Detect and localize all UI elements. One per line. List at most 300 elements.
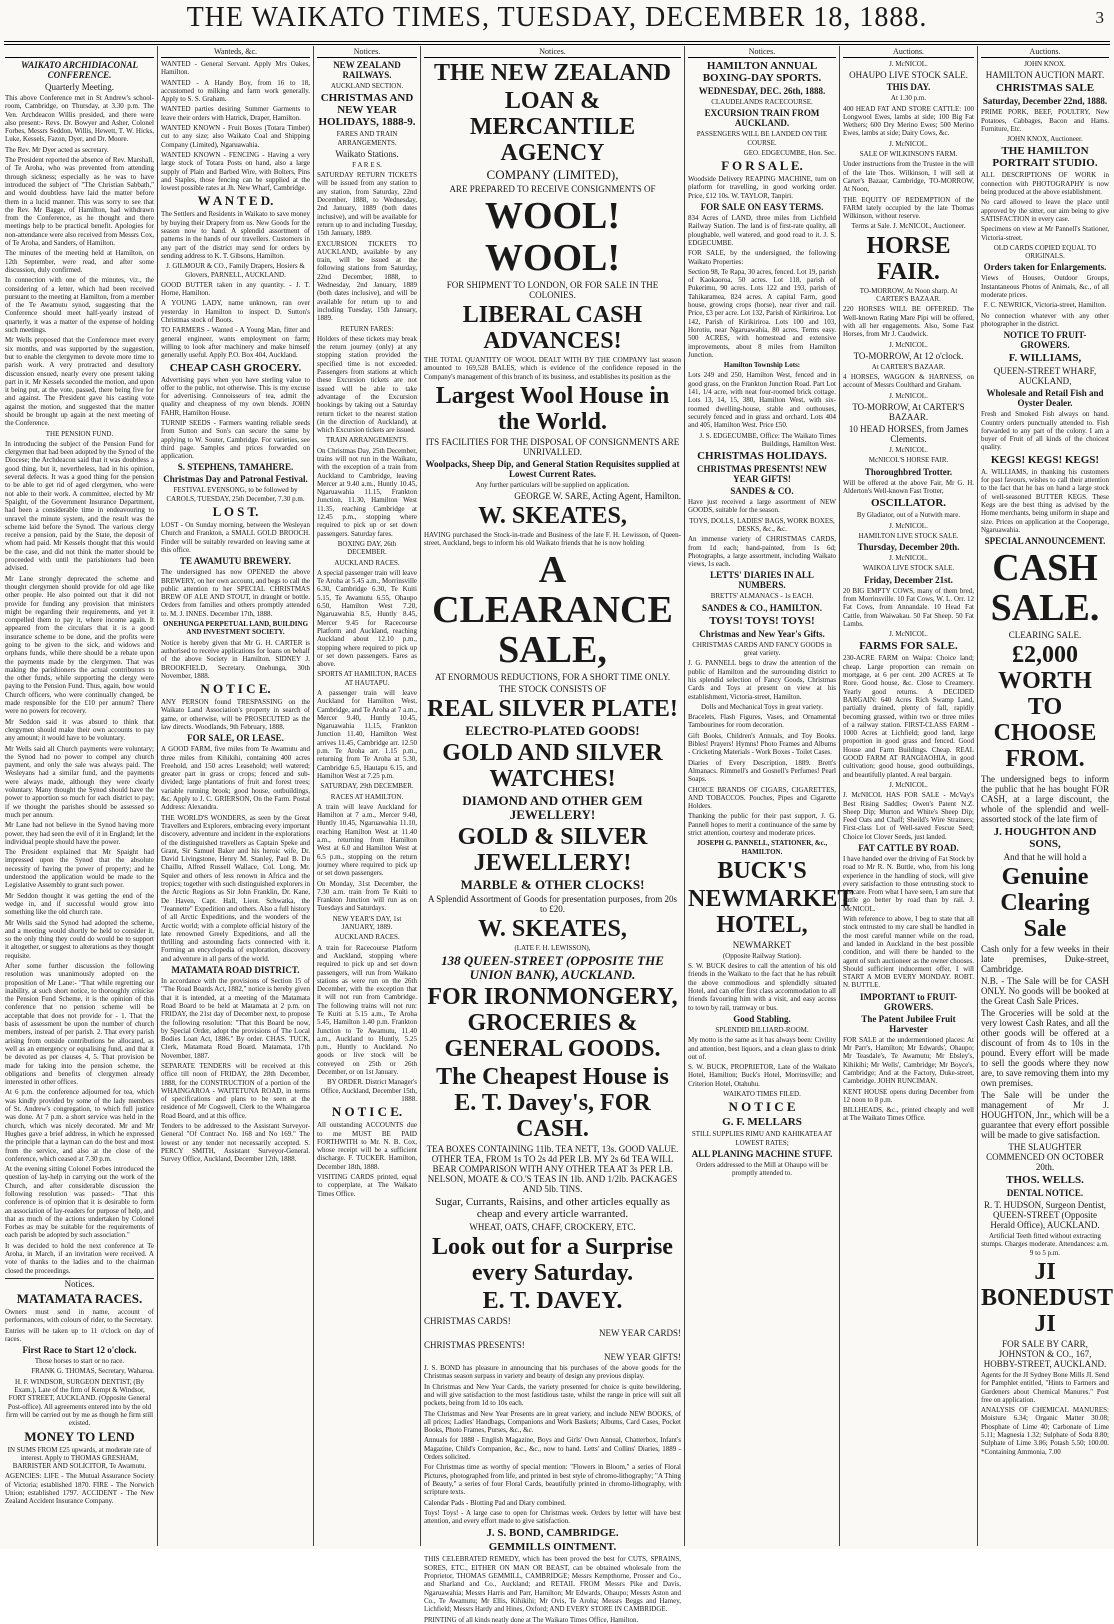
advert-text: Bracelets, Flash Figures, Vases, and Ornamental Tambourines for room decoration. bbox=[688, 713, 836, 730]
advert-text: AUCKLAND RACES. bbox=[334, 558, 400, 567]
advert-text: THIS CELEBRATED REMEDY, which has been proved the best for CUTS, SPRAINS, SORES, ETC., EITHER ON MAN OR BEAST, can be obtained wholesale from the Proprietor, THOMAS GEMMILL, CAMBRIDGE; Messrs Kempthorne, Prosser and Co., and Sharland and Co., Auckland; and RETAIL FROM Messrs Pike and Davis, Ngaruawahia; Messrs Harris and Parr, Hamilton; Mr Edwards, Ohaupo; Messrs Aston and Co., Te Awamutu; Mr Ellis, Kihikihi; Mr Ovis, Te Aroha; Messrs Beggs and Hamey, Lichfield; Messrs Hardy and Hines, Oxford; AND EVERY STORE IN CAMBRIDGE. bbox=[424, 1555, 681, 1614]
advert-text: TEA BOXES CONTAINING 11lb. TEA NETT, 13s. GOOD VALUE. OTHER TEA, FROM 1s TO 2s 4d PER LB. MY 2s 6d TEA WILL BEAR COMPARISON WITH ANY OTHER TEA AT 3s PER LB. NELSON, MOATE & CO.'S TEAS IN 1lb. AND 1/2lb. PACKAGES AND 5lb. TINS. bbox=[426, 1144, 679, 1195]
advert-text: MATAMATA RACES. bbox=[16, 1290, 143, 1306]
advert-text: (LATE F. H. LEWISSON), bbox=[514, 943, 591, 952]
advert-text: SPECIAL ANNOUNCEMENT. bbox=[984, 536, 1106, 547]
advert-text: Thursday, December 20th. bbox=[857, 542, 960, 553]
advert-text: NEWMARKET bbox=[732, 939, 792, 950]
advert-text: RACES AT HAMILTON. bbox=[330, 792, 404, 801]
advert-text: ITS FACILITIES FOR THE DISPOSAL OF CONSIGNMENTS ARE UNRIVALLED. bbox=[425, 436, 680, 457]
advert-text: The undersigned has now OPENED the above BREWERY, on her own account, and begs to call the public attention to her SPECIAL CHRISTMAS BREW OF ALE AND STOUT, in draught or bottle. Orders from families and others promptly attended to. M. J. INNES. December 17th, 1888. bbox=[161, 568, 310, 618]
advert-text: For Christmas time as worthy of special mention: "Flowers in Bloom," a series of Floral Pictures, photographed from life, and printed in best style of chromo-lithography; "A Thing of Beauty," a series of four Floral Cards, beautifully printed in chromo-lithography, with scripture texts. bbox=[424, 1463, 681, 1497]
advert-text: WEDNESDAY, DEC. 26th, 1888. bbox=[698, 86, 826, 96]
advert-text: (Opposite Railway Station). bbox=[722, 951, 802, 960]
advert-text: CLEARING SALE. bbox=[1008, 630, 1082, 641]
advert-text: Fresh and Smoked Fish always on hand. Country orders punctually attended to. Fish forwarded to any part of the colony. I am a buyer of Fruit of all kinds of the choicest quality. bbox=[981, 410, 1109, 452]
column-5 bbox=[685, 46, 854, 1546]
advert-text: Waikato Stations. bbox=[335, 148, 399, 159]
advert-text: THIS DAY. bbox=[886, 82, 931, 93]
advert-text: After some further discussion the following resolution was unanimously adopted on the proposition of Mr Lane:- "That while regretting our inability, at such short notice, to thoroughly criticise the Pension Fund Scheme, it is the opinion of this conference that no pension scheme will be acceptable that does not provide for - 1. That the basis of assessment be upon the number of church members, instead of per parish. 2. That every parish arising from outside contributions be allocated, as well as an emergency or equalising fund, and that it be devoted as per clauses 4, 5. That provision be made for taking into the pension scheme, the obligations and benefits of clergymen already interested in other offices. bbox=[5, 961, 154, 1087]
advert-text: Any further particulars will be supplied on application. bbox=[475, 480, 630, 489]
column-blocks bbox=[5, 60, 154, 1506]
advert-text: G. F. MELLARS bbox=[722, 1116, 802, 1129]
advert-text: E. T. DAVEY. bbox=[482, 1288, 623, 1315]
advert-text: J. McNICOL. bbox=[889, 340, 928, 349]
advert-text: STILL SUPPLIES RIMU AND KAHIKATEA AT LOWEST RATES; bbox=[691, 1130, 833, 1147]
advert-text: S. W. BUCK desires to call the attention of his old friends in the Waikato to the fact that he has rebuilt the above commodious and splendidly situated Hotel, and can offer first class accommodation to all friends favouring him with a visit, and easy access to town by rail, tramway or bus. bbox=[688, 962, 836, 1012]
advert-text: FOR SALE ON EASY TERMS. bbox=[700, 202, 824, 213]
advert-text: J. McNICOL. bbox=[889, 60, 928, 68]
advert-text: WANTED - General Servant. Apply Mrs Oakes, Hamilton. bbox=[161, 60, 310, 77]
advert-text: Look out for a Surprise every Saturday. bbox=[432, 1234, 673, 1287]
advert-text: First Race to Start 12 o'clock. bbox=[22, 1345, 137, 1356]
advert-text: Friday, December 21st. bbox=[864, 574, 953, 585]
advert-text: In connection with one of the minutes, viz., the considering of a letter, which had been received pursuant to the meeting at Hamilton, from a member of the Te Awamutu synod, suggesting that the Conference should meet half-yearly instead of quarterly, it was a matter of the expense of holding such meetings. bbox=[5, 276, 154, 335]
advert-text: The Rev. Mr Dyer acted as secretary. bbox=[5, 145, 109, 154]
advert-text: WHEAT, OATS, CHAFF, CROCKERY, ETC. bbox=[469, 1222, 636, 1233]
advert-text: JI BONEDUST JI bbox=[981, 1258, 1114, 1337]
advert-text: FRANK G. THOMAS, Secretary, Waharoa. bbox=[31, 1367, 154, 1376]
advert-text: At CARTER'S BAZAAR. bbox=[871, 362, 946, 371]
advert-text: Mr Wells proposed that the Conference meet every six months, and was supported by the suggestion, but to enable the clergymen to devote more time to parish work. A very protracted and desultory discussion ensued, nearly every one present taking part in it. Mr Kessels seconded the motion, and upon it being put, at the vote, passed, there being five for and against. The President gave his casting vote against the motion, and suggested that the matter should be brought up again at the next meeting of the Conference. bbox=[5, 336, 154, 428]
advert-text: PRIME PORK, BEEF, POULTRY, New Potatoes, Cabbages, Bacon and Hams. Furniture, Etc. bbox=[981, 108, 1109, 133]
advert-text: Owners must send in name, account of performances, with colours of rider, to the Secretary. bbox=[5, 1307, 154, 1325]
advert-text: SANDES & CO., HAMILTON. bbox=[701, 602, 823, 613]
advert-text: In Christmas and New Year Cards, the variety presented for choice is quite bewildering, and will give satisfaction to the most fastidious taste, whilst the range in price will suit all pockets, being from 1d to 10s each. bbox=[424, 1382, 681, 1408]
advert-text: 4 HORSES, WAGGON & HARNESS, on account of Messrs Coulthard and Graham. bbox=[843, 373, 974, 390]
advert-text: JOSEPH G. PANNELL, STATIONER, &c., HAMILTON. bbox=[696, 839, 828, 856]
advert-text: BUCK'S bbox=[717, 857, 807, 884]
advert-text: GEMMILLS OINTMENT. bbox=[488, 1541, 617, 1554]
advert-text: THOS. WELLS. bbox=[1006, 1174, 1084, 1187]
advert-text: W. SKEATES, bbox=[478, 503, 627, 530]
advert-text: AUCKLAND SECTION. bbox=[330, 82, 404, 90]
column-heading: Auctions. bbox=[981, 46, 1109, 58]
advert-text: TRAIN ARRANGEMENTS. bbox=[325, 436, 409, 445]
advert-text: The Sale will be under the management of Mr J. HOUGHTON, Jnr., which will be a guarantee that every effort possible will be made to give satisfaction. bbox=[981, 1090, 1109, 1141]
advert-text: TO-MORROW, At 12 o'clock. bbox=[853, 350, 964, 361]
advert-text: THE HAMILTON PORTRAIT STUDIO. bbox=[992, 145, 1098, 170]
advert-text: MONEY TO LEND bbox=[24, 1428, 135, 1444]
advert-text: Artificial Teeth fitted without extracting stumps. Charges moderate. Attendances: a.m. 9 to 5 p.m. bbox=[981, 1232, 1109, 1257]
advert-text: TO-MORROW, At Noon sharp. At CARTER'S BAZAAR. bbox=[859, 286, 958, 304]
advert-text: CHEAP CASH GROCERY. bbox=[169, 361, 302, 374]
advert-text: EXCURSION TICKETS TO AUCKLAND, available by any train, will be issued at the following stations from Saturday, 22nd December, 1888, to Wednesday, 2nd January, 1889 (both dates inclusive), and will be available for return up to and including Tuesday, 15th January, 1889. bbox=[317, 239, 417, 323]
advert-text: WANTED - A Handy Boy, from 16 to 18, accustomed to milking and farm work generally. Apply to S. S. Graham. bbox=[161, 78, 310, 104]
advert-text: KENT HOUSE opens during December from 12 noon to 8 p.m. bbox=[843, 1087, 974, 1104]
advert-text: THE STOCK CONSISTS OF bbox=[498, 683, 607, 694]
advert-text: All outstanding ACCOUNTS due to me MUST BE PAID FORTHWITH to Mr. N. B. Cox, whose receipt will be a sufficient discharge. F. TUCKER. Hamilton, December 18th, 1888. bbox=[317, 1121, 417, 1171]
advert-text: McNICOL'S HORSE FAIR. bbox=[868, 456, 949, 465]
advert-text: Largest Wool House in the World. bbox=[435, 382, 670, 435]
advert-text: EXCURSION TRAIN FROM AUCKLAND. bbox=[704, 108, 820, 129]
advert-text: MARBLE & OTHER CLOCKS! bbox=[460, 876, 645, 892]
advert-text: FAT CATTLE BY ROAD. bbox=[858, 843, 959, 853]
advert-text: W. SKEATES, bbox=[478, 915, 627, 942]
advert-text: The Settlers and Residents in Waikato to save money by buying their Drapery from us. New Goods for the season now to hand. A splendid assortment of patterns in the hands of our travellers. Customers in any part of the district may send for orders by sending address to K. T. Gibsons, Hamilton. bbox=[161, 210, 310, 260]
advert-text: Under instructions from the Trustee in the will of the late Thos. Wilkinson, I will sell at Carter's Bazaar, Cambridge, TO-MORROW, At Noon, bbox=[843, 160, 974, 194]
advert-text: Holders of these tickets may break the return journey (only) at any stopping station provided the specified time is not exceeded. Passengers from stations at which these Excursion tickets are not issued will be able to take advantage of the Excursion bookings by taking out a Saturday return ticket to the nearest station (in the direction of Auckland), at which Excursion tickets are issued. bbox=[317, 334, 417, 435]
advert-text: TE AWAMUTU BREWERY. bbox=[179, 556, 292, 567]
advert-text: On Christmas Day, 25th December, trains will not run in the Waikato, with the exception of a train from Auckland to Cambridge, leaving Mercer at 9.40 a.m., Huntly 10.45, Ngaruawahia 11.15, Frankton Junction, 11.30, Hamilton West 11.35, reaching Cambridge at 12.45 p.m., stopping where required to pick up or set down passengers. Saturday fares. bbox=[317, 446, 417, 538]
advert-text: THE TOTAL QUANTITY OF WOOL DEALT WITH BY THE COMPANY last season amounted to 169,528 BALES, which is evidence of the confidence reposed in the Company's management of this branch of its business, and establishes its position as the bbox=[424, 356, 681, 381]
advert-text: SANDES & CO. bbox=[730, 486, 794, 497]
advert-text: HORSE FAIR. bbox=[866, 232, 951, 285]
column-6 bbox=[840, 46, 978, 1546]
column-heading bbox=[5, 46, 154, 58]
advert-text: Lots 249 and 250, Hamilton West, fenced and in good grass, on the Frankton Junction Road. Part Lot 141, 1/4 acre, with neat four-roomed brick cottage. Lots 13, 14, 15, 380, Hamilton West, with six-roomed dwelling-house, stable and outhouses, securely fenced and in grass and orchard. Lots 404 and 405, Hamilton West. Price £50. bbox=[688, 371, 836, 430]
advert-text: Annuals for 1888 - English Magazine, Boys and Girls' Own Annual, Chatterbox, Infant's Magazine, Child's Companion, &c., &c., now to hand. Letts' and Collins' Diaries, 1889 - Orders solicited. bbox=[424, 1436, 681, 1462]
advert-text: At 6 p.m. the conference adjourned for tea, which was kindly provided by some of the lady members of St. Andrew's congregation, to which full justice was done. At 7 p.m. a short service was held in the church, which was nicely decorated. Mr and Mr Hughes gave a brief address, in which he expressed the principle that a layman can do the best and most from the service, and also at the close of the conference, which ceased at 7.30 p.m. bbox=[5, 1088, 154, 1163]
advert-text: CHRISTMAS PRESENTS! bbox=[424, 1340, 525, 1351]
advert-text: Christmas and New Year's Gifts. bbox=[699, 628, 825, 639]
advert-text: F O R S A L E. bbox=[721, 158, 803, 174]
advert-text: SALE OF WILKINSON'S FARM. bbox=[859, 150, 958, 159]
advert-text: IN SUMS FROM £25 upwards, at moderate rate of interest. Apply to THOMAS GRESHAM, BARRISTER AND SOLICITOR, Te Awamutu. bbox=[7, 1445, 152, 1471]
column-2 bbox=[158, 46, 314, 1546]
advert-text: ANY PERSON found TRESPASSING on the Waikato Land Association's property in search of game, or otherwise, will be PROSECUTED as the law directs. Woodlands, 9th February, 1888. bbox=[161, 698, 310, 731]
advert-text: ALL DESCRIPTIONS OF WORK in connection with PHOTOGRAPHY is now being produced at the above establishment. bbox=[981, 171, 1109, 197]
advert-text: FARES AND TRAIN ARRANGEMENTS. bbox=[336, 130, 398, 147]
advert-text: On Monday, 31st December, the 7.30 a.m. train from Te Kuiti to Frankton Junction will run as on Tuesdays and Saturdays. bbox=[317, 879, 417, 913]
advert-text: HAMILTON ANNUAL BOXING-DAY SPORTS. bbox=[702, 60, 822, 84]
advert-text: FARMS FOR SALE. bbox=[859, 640, 958, 653]
advert-text: J. S. EDGECUMBE, Office: The Waikato Times Buildings, Hamilton West. bbox=[699, 431, 836, 448]
advert-text: At 1.30 p.m. bbox=[890, 94, 927, 103]
advert-text: In accordance with the provisions of Section 15 of "The Road Boards Act, 1882," notice is hereby given that it is intended, at a meeting of the Matamata Road Board to be held at Matamata at 2 p.m. on FRIDAY, the 21st day of December next, to propose the following resolution: "That this Board be now, by Special Order, adopt the provisions of The Local Bodies Loan Act, 1886." By order. CHAS. TUCK, Clerk, Matamata Road Board. Matamata, 17th November, 1887. bbox=[161, 977, 310, 1060]
advert-text: Advertising pays when you have sterling value to offer to the public, not otherwise. This is my excuse for advertising. Connoisseurs of tea, admit the quality and cheapness of my own blends. JOHN FAHR, Hamilton House. bbox=[161, 375, 310, 417]
advert-text: WANTED KNOWN - Fruit Boxes (Totara Timber) cut to any size; also Waikato Coal and Shipping Company (Limited), Ngaruawahia. bbox=[161, 124, 310, 149]
advert-text: N O T I C E bbox=[728, 1099, 796, 1115]
advert-text: WANTED KNOWN - FENCING - Having a very large stock of Totara Posts on hand, also a large supply of Plain and Barbed Wire, with Bolters, Pins and Staples, those fencing can be supplied at the lowest possible rates at Jh. New Wharf, Cambridge. bbox=[161, 150, 310, 193]
advert-text: JOHN KNOX. bbox=[1024, 60, 1066, 68]
advert-text: REAL SILVER PLATE! bbox=[427, 695, 678, 722]
advert-text: J. McNICOL. bbox=[889, 780, 928, 789]
advert-text: In introducing the subject of the Pension Fund for clergymen that had been adopted by the Synod of the Diocese; the Archdeacon said that it was doubtless a good thing, but it, nevertheless, had in his opinion, several defects. It was a good thing for the pension to be able to get rid of aged clergymen, who were not able to their work. A committee, elected by Mr Spaight, of the Government Insurance Department, had been a considerable time in endeavouring to unravel the minute system, and the result was the scheme laid before the Synod. The various clergy receive a pension, paid by the State, the deposit of whom had paid. Mr Kessels thought that this would be the case, and did not think the matter should be proceeded with until the parishioners had been advised. bbox=[5, 439, 154, 573]
advert-text: A passenger train will leave Auckland for Hamilton West, Cambridge, and Te Aroha at 7 a.m., Mercer 9.40, Huntly 10.45, Ngaruawahia 11.15, Frankton Junction 11.40, Hamilton West arrives 11.45, Cambridge arr. 12.50 p.m. Te Aroha arr. 1.15 p.m., returning from Te Aroha at 5.30, Cambridge 6.5, Hautapu 6.15, and Hamilton West at 7.25 p.m. bbox=[317, 689, 417, 780]
advert-text: A GOOD FARM, five miles from Te Awamutu and three miles from Kihikihi, containing 400 acres Freehold, and 150 acres Leasehold; well watered; greater part in grass or crops; fenced and sub-divided; large plantations of fruit and forest trees; variable running brook; good house, outbuildings, &c. Apply to J. C. GRIERSON, On the Farm. Postal Address: Alexandra. bbox=[161, 745, 310, 812]
advert-text: FOR SHIPMENT TO LONDON, OR FOR SALE IN THE COLONIES. bbox=[446, 280, 659, 300]
advert-text: W A N T E D. bbox=[197, 193, 274, 209]
advert-text: GEO. EDGECUMBE, Hon. Sec. bbox=[743, 148, 836, 157]
advert-text: The Patent Jubilee Fruit Harvester bbox=[861, 1013, 956, 1034]
advert-text: S. STEPHENS, TAMAHERE. bbox=[177, 462, 294, 473]
advert-text: LOST - On Sunday morning, between the Wesleyan Church and Frankton, a SMALL GOLD BROOCH. Finder will be suitably rewarded on leaving same at this office. bbox=[161, 521, 310, 554]
advert-text: CASH SALE. bbox=[990, 547, 1100, 630]
column-3 bbox=[314, 46, 421, 1546]
advert-text: It was decided to hold the next conference at Te Aroha, in March, if an invitation were received. A vote of thanks to the ladies and to the chairman closed the proceedings. bbox=[5, 1241, 154, 1275]
advert-text: WAIKATO ARCHIDIACONAL CONFERENCE. bbox=[20, 60, 139, 80]
advert-text: Mr Wells said the Synod had adopted the scheme, and a meeting would shortly be held to consider it, so the only thing they could do would be to support it altogether, or suggest to alterations as they thought requisite. bbox=[5, 918, 154, 960]
advert-text: Christmas Day and Patronal Festival. bbox=[163, 474, 308, 485]
advert-text: LIBERAL CASH ADVANCES! bbox=[462, 302, 643, 354]
advert-text: THE EQUITY OF REDEMPTION of the FARM lately occupied by the late Thomas Wilkinson, without reserve. bbox=[843, 195, 974, 221]
advert-text: WAIKOA LIVE STOCK SALE. bbox=[862, 564, 955, 573]
advert-text: I have handed over the driving of Fat Stock by road to Mr R. N. Buttle, who, from his long experience in the handling of stock, will give every satisfaction to those entrusting stock to his care. From what I have seen, I am sure that cattle go better by road than by rail. J. McNICOL. bbox=[843, 855, 974, 913]
advert-text: ANALYSIS OF CHEMICAL MANURES: Moisture 6.34; Organic Matter 30.08; Phosphate of Lime 40; Carbonate of Lime 5.11; Magnesia 1.32; Sulphate of Soda 8.80; Sulphate of Lime 3.86; Potash 5.50; 100.00. *Containing Ammonia, 7.00 bbox=[981, 1406, 1109, 1456]
advert-text: NEWMARKET HOTEL, bbox=[688, 885, 854, 938]
advert-text: NOTICE TO FRUIT-GROWERS. bbox=[1003, 330, 1087, 351]
advert-text: CHRISTMAS AND NEW YEAR HOLIDAYS, 1888-9. bbox=[318, 92, 416, 129]
advert-text: CHRISTMAS HOLIDAYS. bbox=[697, 450, 827, 463]
advert-text: 834 Acres of LAND, three miles from Lichfield Railway Station. The land is of first-rate quality, all ploughable, well watered, and good road to it. J. S. EDGECUMBE. bbox=[688, 214, 836, 247]
advert-text: This above Conference met in St Andrew's school-room, Cambridge, on Thursday, at 3.30 p.m. The Ven. Archdeacon Willis presided, and there were also present:- Revs. Dr. Bowyer and Asher, Colonel Forbes, Messrs Seddon, Willis, Hewett, T. W. Hicks, Luke, Kessels, Fazon, Dyer, and Dr. Moore. bbox=[5, 94, 154, 144]
advert-text: DIAMOND AND OTHER GEM JEWELLERY! bbox=[462, 792, 643, 822]
advert-text: FESTIVAL EVENSONG, to be followed by CAROLS, TUESDAY, 25th December, 7.30 p.m. bbox=[166, 486, 305, 503]
advert-text: 400 HEAD FAT AND STORE CATTLE: 100 Longwool Ewes, lambs at side; 100 Big Fat Wethers; 600 Dry Merino Ewes; 500 Merino Ewes, lambs at side; Dairy Cows, &c. bbox=[843, 104, 974, 138]
advert-text: J. McNICOL. bbox=[889, 139, 928, 148]
advert-text: CLAUDELANDS RACECOURSE. bbox=[711, 98, 813, 106]
advert-text: Woodside Delivery REAPING MACHINE, turn on platform for travelling, in good working order. Price, £12 10s. W. TAYLOR, Tanpiri. bbox=[688, 175, 836, 200]
column-heading: Notices. bbox=[317, 46, 417, 58]
advert-text: Notices. bbox=[5, 1278, 154, 1289]
advert-text: ELECTRO-PLATED GOODS! bbox=[465, 722, 640, 738]
advert-text: WANTED parties desiring Summer Garments to leave their orders with Hatrick, Draper, Hamilton. bbox=[161, 105, 310, 122]
advert-text: THE SLAUGHTER COMMENCED ON OCTOBER 20th. bbox=[986, 1142, 1104, 1173]
advert-text: FOR SALE BY CARR, JOHNSTON & CO., 167, HOBBY-STREET, AUCKLAND. bbox=[983, 1338, 1107, 1369]
advert-text: Agents for the JI Sydney Bone Mills JI. Send for Pamphlet entitled, "Hints to Farmers and Gardeners about Chemical Manures." Post free on application. bbox=[981, 1370, 1109, 1404]
advert-text: The Cheapest House is E. T. Davey's, FOR CASH. bbox=[436, 1064, 669, 1143]
advert-text: J. McNICOL. bbox=[889, 446, 928, 455]
masthead-rule bbox=[4, 41, 1110, 45]
advert-text: THE NEW ZEALAND bbox=[434, 60, 671, 86]
advert-text: DENTAL NOTICE. bbox=[1006, 1188, 1084, 1199]
column-blocks bbox=[424, 60, 681, 1624]
advert-text: No card allowed to leave the place until approved by the sitter, our aim being to give SATISFACTION in every case. bbox=[981, 198, 1109, 223]
advert-text: FOR IRONMONGERY, GROCERIES & GENERAL GOODS. bbox=[427, 984, 678, 1063]
advert-text: BILLHEADS, &c., printed cheaply and well at The Waikato Times Office. bbox=[843, 1106, 974, 1123]
column-blocks bbox=[843, 60, 974, 1123]
masthead-title: THE WAIKATO TIMES, TUESDAY, DECEMBER 18, 1888. bbox=[186, 2, 928, 33]
column-heading: Auctions. bbox=[843, 46, 974, 58]
advert-text: OHAUPO LIVE STOCK SALE. bbox=[849, 70, 968, 81]
advert-text: Mr Lane strongly deprecated the scheme and thought clergymen should provide for old age like other people. He also pointed out that it did not provide for funding any provision that ministers might be regarding their requirements, and yet it compelled them to pay it, where income again. It appeared from the circulars that it is a good insurance scheme to be done, and the profits were going to be given to the sick, and widows and orphans funds, while there should be a rebate upon the payments made by the clergymen. That was making the parishioners the actual contributors to the other funds, while supporting the clergy were paying to the Pension Fund. Thus, again, how would Church officers, who were continually changed, be made responsible for the £10 per annum? There were no powers for recovery. bbox=[5, 574, 154, 716]
advert-text: The President reported the absence of Rev. Marshall, of Te Aroha, who was prevented from attending through sickness; especially as he was to have introduced the subject of "The Christian Sabbath," and would doubtless have laid the matter before them in a lucid manner. This was sorry to see that the Rev. Mr Bagge, of Hamilton, had withdrawn from the Conference, as he thought and there meetings help to be practical benefit. Apologies for non-attendance were also received from Messrs Cox, of Te Aroha, and Sanders, of Hamilton. bbox=[5, 156, 154, 248]
advert-text: GOLD AND SILVER WATCHES! bbox=[442, 739, 663, 792]
advert-text: Calendar Pads - Blotting Pad and Diary combined. bbox=[424, 1498, 566, 1507]
advert-text: SPORTS AT HAMILTON, RACES AT HAUTAPU. bbox=[317, 670, 417, 687]
advert-text: F. WILLIAMS, bbox=[1008, 352, 1082, 365]
column-4 bbox=[421, 46, 685, 1624]
advert-text: Views of Houses, Outdoor Groups, Instantaneous Photos of Animals, &c., of all moderate prices. bbox=[981, 274, 1109, 300]
advert-text: By Gladiator, out of a Nutwith mare. bbox=[856, 511, 961, 520]
advert-text: £2,000 WORTH TO CHOOSE FROM. bbox=[993, 642, 1097, 773]
advert-text: The President explained that Mr Spaight had impressed upon the Synod that the absolute necessity of having the power of property; and he understood the application would be made to the Legislative Assembly to grant such power. bbox=[5, 848, 154, 890]
advert-text: LETTS' DIARIES IN ALL NUMBERS. bbox=[710, 570, 814, 591]
advert-text: With reference to above, I beg to state that all stock entrusted to my care shall be handled in the most careful manner while on the road, and landed in Auckland in the best possible condition, and will there be handed to the agent of such auctioneer as the owner chooses. Should sufficient inducement offer, I will START A MOB EVERY MONDAY. ROBT. N. BUTTLE. bbox=[843, 915, 975, 990]
advert-text: BOXING DAY, 26th DECEMBER. bbox=[337, 539, 397, 557]
advert-text: Notice is hereby given that Mr G. H. CARTER is authorised to receive applications for loans on behalf of the above Society in Hamilton. SIDNEY J. BROOKFIELD, Secretary. Onehunga, 30th November, 1888. bbox=[161, 638, 310, 680]
advert-text: Mr Seddon said it was absurd to think that clergymen should make their own accounts to pay any amount; it would have to be voluntary. bbox=[5, 717, 154, 743]
advert-text: No connection whatever with any other photographer in the district. bbox=[981, 311, 1109, 328]
advert-text: SATURDAY RETURN TICKETS will be issued from any station to any station, from Saturday, 22nd December, 1888, to Wednesday, 2nd January, 1889 (both dates inclusive), and will be available for return up to and including Tuesday, 15th January, 1889. bbox=[317, 171, 417, 238]
advert-text: TOYS, DOLLS, LADIES' BAGS, WORK BOXES, DESKS, &c., &c. bbox=[689, 516, 835, 533]
advert-text: FOR SALE at the undermentioned places: At Mr Parr's, Hamilton; Mr Edwards', Ohaupo; Mr Teasdale's, Te Awamutu; Mr Ebsley's, Kihikihi; Mr Wells', Cambridge; Mr Boyce's, Cambridge; And at the Factory, Duke-street, Cambridge. JOHN RUNCIMAN. bbox=[843, 1035, 974, 1086]
advert-text: Sugar, Currants, Raisins, and other articles equally as cheap and every article warranted. bbox=[435, 1196, 670, 1221]
advert-text: 230-ACRE FARM on Waipa: Choice land; cheap. Large proportion can remain on mortgage, at 6 per cent. 200 ACRES at Te Rore. Good house, &c. Close to Creamery. Yearly good returns. A DECIDED BARGAIN: 640 Acres Rich Swamp Land, partially drained, plenty of fall, rapidly becoming grassed, within two or three miles of a railway station. FIRST-CLASS FARM - 1000 Acres at Lichfield; good land, large proportion in good grass and fenced. Good House and Farm Buildings. Cheap. REAL GOOD FARM AT RANGIAOHIA, in good cultivation; good house, good outbuildings, and beautifully planted. A real bargain. bbox=[843, 654, 974, 779]
advert-text: Terms at Sale. J. McNICOL, Auctioneer. bbox=[851, 222, 966, 231]
advert-text: ALL PLANING MACHINE STUFF. bbox=[691, 1148, 833, 1159]
advert-text: F. C. NEWRICK, Victoria-street, Hamilton. bbox=[983, 301, 1107, 310]
advert-text: FOR SALE, by the undersigned, the following Waikato Properties: bbox=[688, 249, 836, 266]
advert-text: BRETTS' ALMANACS - 1s EACH. bbox=[710, 592, 814, 601]
advert-text: Wholesale and Retail Fish and Oyster Dealer. bbox=[986, 388, 1104, 409]
advert-text: Quarterly Meeting. bbox=[45, 82, 114, 92]
advert-text: KEGS! KEGS! KEGS! bbox=[990, 453, 1100, 466]
advert-text: ARE PREPARED TO RECEIVE CONSIGNMENTS OF bbox=[449, 184, 656, 194]
column-1 bbox=[2, 46, 158, 1546]
advert-text: At the evening sitting Colonel Forbes introduced the question of lay-help in carrying out the work of the Church, and after considerable discussion the following resolution was passed:- "That this conference is of opinion that it is desirable to form an association of lay-readers for purpose of help, and that as much of the actions undertaken by Colonel Forbes as may be suitable for the requirements of each parish be adopted by such association." bbox=[5, 1165, 154, 1240]
column-7 bbox=[978, 46, 1112, 1546]
advert-text: THE PENSION FUND. bbox=[45, 429, 114, 438]
advert-text: Orders addressed to the Mill at Ohaupo will be promptly attended to. bbox=[696, 1160, 828, 1178]
advert-text: J. McNICOL. bbox=[889, 630, 928, 639]
advert-text: JOHN KNOX, Auctioneer. bbox=[1007, 135, 1083, 144]
advert-text: J. McNICOL. bbox=[889, 391, 928, 400]
advert-text: Mr Seddon thought it was getting the end of the wedge in, and if successful would grow into something like the old church rate. bbox=[5, 891, 154, 917]
advert-text: And that he will hold a bbox=[1003, 852, 1087, 863]
advert-text: HAVING purchased the Stock-in-trade and Business of the late F. H. Lewisson, of Queen-street, Auckland, begs to inform his old Waikato friends that he is now holding bbox=[424, 531, 681, 548]
column-blocks bbox=[688, 60, 854, 1178]
advert-text: J. McNICOL HAS FOR SALE - McVay's Best Rising Saddles; Owen's Patent N.Z. Sheep Dip; Murton and White's Sheep Dip; Feed Oats and Chaff; Sheild's Wire Strainers; First-class Lot of Well-saved Fescue Seed; Choice lot Clover Seeds, just landed. bbox=[843, 791, 974, 841]
column-blocks bbox=[981, 60, 1114, 1456]
advert-text: J. S. BOND, CAMBRIDGE. bbox=[486, 1527, 619, 1540]
advert-text: OSCILLATOR. bbox=[870, 497, 947, 510]
advert-text: Section 98, Te Rapa, 30 acres, fenced. Lot 19, parish of Kaokaoroa, 50 acres. Lot 118, parish of Pukerimu, 90 acres. Lots 122 and 193, parish of Tahikaramea, 824 acres. A capital Farm, good house, growing crops (horse), near river and rail. Price, £3 per acre. Lot 132, Parish of Kirikiriroa. Lot 142, Parish of Kirikiriroa. Lots 100 and 103, Horotiu, near Ngaruawahia, 80 acres. Terms easy. 500 ACRES, with homestead and extensive improvements, about 8 miles from Hamilton Junction. bbox=[688, 267, 836, 359]
advert-text: TOYS! TOYS! TOYS! bbox=[709, 614, 815, 627]
column-blocks bbox=[161, 60, 310, 1164]
advert-text: Those horses to start or no race. bbox=[34, 1357, 125, 1366]
advert-text: COMPANY (LIMITED), bbox=[486, 167, 619, 182]
advert-text: Mr Lane had not believe in the Synod having more power, they had seen the evil of it in England; let the individual people should have the power. bbox=[5, 821, 154, 846]
advert-text: CHOICE BRANDS OF CIGARS, CIGARETTES, AND TOBACCOS. Pouches, Pipes and Cigarette Holders. bbox=[688, 785, 836, 811]
advert-text: 20 BIG EMPTY COWS, many of them bred, from Morrinsville. 10 Fat Cows, W. L. Orr. 12 Fat Cows, from Annandale. 10 Head Fat Cattle, from Waiwakau. 50 Fat Sheep. 50 Fat Lambs. bbox=[843, 586, 974, 628]
advert-text: TO-MORROW, At CARTER'S BAZAAR. bbox=[852, 402, 965, 423]
advert-text: J. GILMOUR & CO., Family Drapers, Hosiers & Glovers, PARNELL, AUCKLAND. bbox=[166, 262, 305, 279]
advert-text: SPLENDID BILLIARD-ROOM. bbox=[715, 1025, 809, 1034]
advert-text: WOOL! bbox=[484, 195, 621, 237]
advert-text: 220 HORSES WILL BE OFFERED. The Well-known Rating Mare Pipi will be offered, with all her engagements. Also, Some Fast Horses, from Mr J. Caudwick. bbox=[843, 305, 974, 339]
page-number: 3 bbox=[1095, 8, 1104, 27]
advert-text: An immense variety of CHRISTMAS CARDS, from 1d each; hand-painted, from 1s 6d; Photographs, a large assortment, including Waikato views, 1s each. bbox=[688, 535, 836, 569]
column-heading: Notices. bbox=[424, 46, 681, 58]
advert-text: Thanking the public for their past support, J. G. Pannell hopes to merit a continuance of the same by strict attention, courtesy and moderate prices. bbox=[688, 812, 836, 837]
advert-text: SEPARATE TENDERS will be received at this office till noon of FRIDAY, the 28th December, 1888, for the CONSTRUCTION of a portion of the WHAINGAROA - WAITETUNA ROAD, in terms of specifications and plans to be seen at the residence of Mr Cogswell, Clerk to the Whaingaroa Road Board, and at this office. bbox=[161, 1061, 310, 1120]
advert-text: BY ORDER. District Manager's Office, Auckland, December 15th, 1888. bbox=[320, 1078, 417, 1103]
advert-text: H. F. WINDSOR, SURGEON DENTIST, (By Exam.), Late of the firm of Kempt & Windsor, FORT STREET, AUCKLAND. (Opposite General Post-office). All agreements entered into by the old firm will be carried out by me as though he firm still existed. bbox=[5, 1377, 154, 1428]
advert-text: Genuine Clearing Sale bbox=[1000, 864, 1090, 943]
advert-text: The Christmas and New Year Presents are in great variety, and include NEW BOOKS, of all prices; Ladies' Handbags, Companions and Work Baskets; Albums, Card Cases, Pocket Books, Photo Frames, Purses, &c., &c. bbox=[424, 1409, 681, 1435]
advert-text: J. McNICOL. bbox=[889, 521, 928, 530]
advert-text: NEW YEAR'S DAY, 1st JANUARY, 1889. bbox=[332, 914, 402, 932]
column-heading: Wanteds, &c. bbox=[161, 46, 310, 58]
advert-text: IMPORTANT to FRUIT-GROWERS. bbox=[859, 991, 958, 1012]
advert-text: The undersigned begs to inform the public that he has bought FOR CASH, at a large discount, the whole of the splendid and well-assorted stock of the late firm of bbox=[981, 774, 1109, 825]
advert-text: THE WORLD'S WONDERS, as seen by the Great Travellers and Explorers, embracing every important discovery, adventure and incident in the explorations of the distinguished travellers as Captain Speke and Grant, Sir Samuel Baker and his heroic wife, Dr. David Livingstone, Henry M. Stanley, Paul B. Du Chaillu, Alfred Russell Wallace, Col. Long, Mr. Squier and others of less renown in Africa and the tropics; together with such distinguished explorers in the Arctic Regions as Sir John Franklin, Dr. Kane, De Haven, Capt. Hall, Lieut. Schwatka, the "Jeannette" Expedition and others. Also a full history of all Arctic Expeditions, and the wonders of the Arctic world; with a complete official history of the late renowned Greely Expeditions, and all the thrilling and astounding facts connected with it. Forming an encyclopedia of exploration, discovery and adventure in all parts of the world. bbox=[161, 813, 310, 963]
advert-text: NEW YEAR GIFTS! bbox=[604, 1352, 681, 1363]
advert-text: GOLD & SILVER JEWELLERY! bbox=[457, 823, 648, 876]
advert-text: Diaries of Every Description, 1889. Brett's Almanacs. Rimmell's and Gosnell's Perfumes! Pearl Soaps. bbox=[688, 758, 836, 784]
advert-text: My motto is the same as it has always been: Civility and attention, best liquors, and a clean glass to drink out of. bbox=[688, 1036, 836, 1061]
advert-text: Saturday, December 22nd, 1888. bbox=[982, 96, 1108, 107]
advert-text: ONEHUNGA PERPETUAL LAND, BUILDING AND INVESTMENT SOCIETY. bbox=[162, 620, 309, 637]
advert-text: OLD CARDS COPIED EQUAL TO ORIGINALS. bbox=[993, 243, 1097, 261]
advert-text: The minutes of the meeting held at Hamilton, on 12th September, were read, and after some discussion, duly confirmed. bbox=[5, 249, 154, 274]
advert-text: MATAMATA ROAD DISTRICT. bbox=[171, 965, 300, 976]
advert-text: Orders taken for Enlargements. bbox=[983, 262, 1107, 273]
advert-text: N O T I C E. bbox=[200, 681, 271, 697]
advert-text: The Groceries will be sold at the very lowest Cash Rates, and all the other goods will be offered at a discount of from 4s to 10s in the pound. Every effort will be made to sell the goods where they now are, to save removing them into my own premises. bbox=[981, 1008, 1109, 1089]
advert-text: CHRISTMAS SALE bbox=[995, 82, 1095, 95]
advert-text: QUEEN-STREET WHARF, AUCKLAND, bbox=[993, 366, 1097, 387]
advert-text: TURNIP SEEDS - Farmers wanting reliable seeds from Sutton and Son's can secure the same by applying to W. Souter, Cambridge. For varieties, see third page. Samples and prices forwarded on application. bbox=[161, 418, 310, 461]
advert-text: Thoroughbred Trotter. bbox=[864, 466, 953, 477]
advert-text: Have just received a large assortment of NEW GOODS, suitable for the season. bbox=[688, 498, 836, 515]
advert-text: Entries will be taken up to 11 o'clock on day of races. bbox=[5, 1326, 154, 1343]
advert-text: WAIKATO TIMES FILED. bbox=[723, 1090, 801, 1099]
advert-text: TO FARMERS - Wanted - A Young Man, fitter and general engineer, wants employment on farm; willing to look after machinery and make himself generally useful. Apply P.O. Box 404, Auckland. bbox=[161, 326, 310, 360]
advert-text: CHRISTMAS CARDS! bbox=[424, 1316, 511, 1327]
advert-text: HAMILTON AUCTION MART. bbox=[985, 70, 1105, 81]
masthead bbox=[0, 0, 1114, 42]
advert-text: GEORGE W. SARE, Acting Agent, Hamilton. bbox=[514, 491, 681, 502]
advert-text: J. McNICOL. bbox=[889, 554, 928, 563]
advert-text: VISITING CARDS printed, equal to copperplate, at The Waikato Times Office. bbox=[317, 1173, 417, 1198]
advert-text: 10 HEAD HORSES, from James Clements. bbox=[848, 424, 969, 445]
advert-text: SATURDAY, 29th DECEMBER. bbox=[320, 782, 414, 791]
advert-text: N O T I C E. bbox=[331, 1104, 403, 1120]
advert-text: Hamilton Township Lots: bbox=[723, 361, 801, 370]
advert-text: LOAN & MERCANTILE AGENCY bbox=[469, 88, 636, 166]
advert-text: Woolpacks, Sheep Dip, and General Station Requisites supplied at Lowest Current Rates. bbox=[425, 458, 680, 479]
advert-text: R. T. HUDSON, Surgeon Dentist, QUEEN-STREET (Opposite Herald Office), AUCKLAND. bbox=[983, 1200, 1106, 1231]
advert-text: 138 QUEEN-STREET (OPPOSITE THE UNION BANK), AUCKLAND. bbox=[441, 953, 664, 983]
advert-text: A YOUNG LADY, name unknown, ran over yesterday in Hamilton to inspect D. Sutton's Christmas stock of Boots. bbox=[161, 299, 310, 325]
advert-text: Tenders to be addressed to the Assistant Surveyor-General "Of Contract No. 168 and No 169." The lowest or any tender not necessarily accepted. S. PERCY SMITH, Assistant Surveyor-General. Survey Office, Auckland, December 12th, 1888. bbox=[161, 1122, 310, 1164]
advert-text: A Splendid Assortment of Goods for presentation purposes, from 20s to £20. bbox=[428, 893, 677, 914]
advert-text: AGENCIES: LIFE - The Mutual Assurance Society of Victoria; established 1870. FIRE - The Norwich Union; established 1797. ACCIDENT - The New Zealand Accident Insurance Company. bbox=[5, 1472, 154, 1506]
advert-text: F A R E S. bbox=[352, 160, 382, 169]
advert-text: CHRISTMAS PRESENTS! NEW YEAR GIFTS! bbox=[696, 464, 828, 485]
advert-text: L O S T. bbox=[212, 504, 259, 520]
advert-text: Toys! Toys! - A large case to open for Christmas week. Orders by letter will have best attention, and every effort made to give satisfaction. bbox=[424, 1508, 681, 1526]
advert-text: Mr Wells said all Church payments were voluntary; the Synod had no power to compel any church payment, and only the sale was always paid. The Wesleyans had a similar fund, and the payments were always made, although they were clearly voluntary. Many thought the Synod should have the power to apportion so much for each district to pay; if we thought the parishes should be assessed so much per annum. bbox=[5, 744, 154, 819]
advert-text: J. S. BOND has pleasure in announcing that his purchases of the above goods for the Christmas season surpass in variety and beauty of design any previous display. bbox=[424, 1364, 681, 1381]
advert-text: Gift Books, Children's Annuals, and Toy Books. Bibles! Prayers! Hymns! Photo Frames and Albums - Cricketing Materials - Work Boxes - Toilet Cases. bbox=[688, 731, 836, 757]
advert-text: Dolls and Mechanical Toys in great variety. bbox=[701, 702, 823, 711]
advert-text: J. G. PANNELL begs to draw the attention of the public of Hamilton and the surrounding district to his splendid selection of Fancy Goods, Christmas Cards and Toys at present on view at his establishment, Victoria-street, Hamilton. bbox=[688, 659, 836, 701]
advert-text: CHRISTMAS CARDS AND FANCY GOODS in great variety. bbox=[692, 640, 832, 658]
advert-text: A CLEARANCE SALE, bbox=[432, 548, 673, 671]
advert-text: NEW ZEALAND RAILWAYS. bbox=[333, 60, 401, 80]
advert-text: Cash only for a few weeks in their late premises, Duke-street, Cambridge. bbox=[981, 944, 1109, 975]
advert-text: S. W. BUCK, PROPRIETOR, Late of the Waikato Hotel, Hamilton; Buck's Hotel, Morrinsville; and Criterion Hotel, Otahuhu. bbox=[688, 1063, 836, 1088]
advert-text: Will be offered at the above Fair, Mr G. H. Alderton's Well-known Fast Trotter, bbox=[843, 478, 974, 495]
advert-text: N.B. - The Sale will be for CASH ONLY. No goods will be booked at the Great Cash Sale Prices. bbox=[981, 976, 1109, 1007]
advert-text: AT ENORMOUS REDUCTIONS, FOR A SHORT TIME ONLY. bbox=[434, 671, 671, 682]
advert-text: WOOL! bbox=[484, 237, 621, 279]
advert-text: FOR SALE, OR LEASE. bbox=[187, 733, 284, 744]
advert-text: PRINTING of all kinds neatly done at The Waikato Times Office, Hamilton. bbox=[424, 1615, 639, 1624]
advert-text: AUCKLAND RACES. bbox=[334, 933, 400, 942]
advert-text: RETURN FARES: bbox=[340, 324, 394, 333]
advert-text: NEW YEAR CARDS! bbox=[598, 1328, 681, 1339]
advert-text: GOOD BUTTER taken in any quantity. - J. T. Horne, Hamilton. bbox=[161, 280, 310, 298]
advert-text: Specimens on view at Mr Pannell's Stationer, Victoria-street. bbox=[981, 225, 1109, 242]
column-heading: Notices. bbox=[688, 46, 836, 58]
advert-text: PASSENGERS WILL BE LANDED ON THE COURSE. bbox=[696, 130, 828, 147]
advert-text: A special passenger train will leave Te Aroha at 5.45 a.m., Morrinsville 6.30, Cambridge 6.30, Te Kuiti 5.15, Te Awamutu 6.55, Ohaupo 6.50, Hamilton West 7.20, Ngaruawahia 8.5, Huntly 8.45, Mercer 9.45 for Racecourse Platform and Auckland, reaching Auckland about 12.10 p.m., stopping where required to pick up or set down passengers. Fares as above. bbox=[317, 568, 417, 669]
